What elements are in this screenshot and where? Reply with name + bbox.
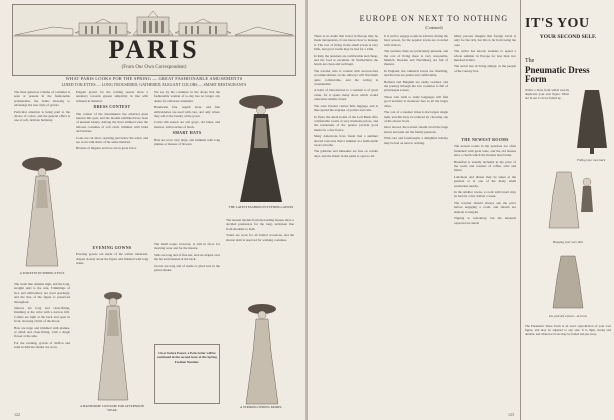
dress-form-figure-3 <box>543 252 593 312</box>
left-folio: 122 <box>14 412 20 417</box>
figure-2-caption: A HANDSOME COSTUME FOR AFTERNOON WEAR <box>80 404 144 412</box>
article-column-1-top: The most generous volume of costumes is seen at present in the fashionable promenades, the ladies showing to advantage the new style of gowns. Particular attention is being paid to the choice of colors, and the general effect is one of soft, delicate harmony. <box>14 90 70 123</box>
figure-woman-4 <box>236 300 288 406</box>
ad-the: The <box>525 58 535 64</box>
ad-subline: YOUR SECOND SELF. <box>539 34 597 40</box>
right-page <box>308 0 614 420</box>
article-byline: (Continued) <box>425 26 443 30</box>
article-column-4: The newest models from the leading houses show a decided preference for the long, unbroken line from shoulder to hem. Trains are worn for all formal occasions, and the shorter skirt is reserved for walking costumes. <box>226 218 294 242</box>
page-caption: WHAT PARIS LOOKS FOR THE SPRING — GREAT FASHIONABLE AMUSEMENTS <box>65 76 243 81</box>
article-title: EUROPE ON NEXT TO NOTHING <box>359 14 509 23</box>
right-column-1: There is no doubt that travel in Europe may be made inexpensive, if one knows how to manage it. The cost of living in the small towns is very little, and good rooms may be had for a trifle. In Italy, the pensions are comfortable and cheap, and the food is excellent. In Switzerland, the hotels are clean and well kept. The traveler who is content with second-class accommodations on the railways will find them quite comfortable, and the saving is considerable. A letter of introduction to a resident is of great value, for it opens many doors which would otherwise remain closed. The wise traveler carries little luggage, and is thus spared the expense of porters and cabs. In Paris, the small hotels of the Left Bank offer comfortable rooms at very moderate prices, and the restaurants of the quarter provide good meals for a few francs. Many Americans have found that a summer abroad costs less than a summer at a fashionable resort at home. The galleries and museums are free on certain days, and the music in the parks is open to all. <box>314 34 378 158</box>
article-column-3: We see by the costumes in the shops that the fashionable woman of to-day has no longer any desire for elaborate ornament. Handsome furs, superb laces, and fine embroideries are used with care, and only where they add to the beauty of the gown. Colors this season are soft grays, old blues, and mauves, with touches of black. SMART HATS Hats are worn very large, and trimmed with long plumes or masses of flowers. <box>154 90 220 147</box>
ad-brand: Pneumatic Dress Form <box>525 65 590 84</box>
pneumatic-dress-form-ad <box>520 0 614 420</box>
figure-3-caption: THE LATEST FASHION IN EVENING GOWNS <box>228 205 294 209</box>
figure-woman-1 <box>14 150 70 270</box>
notice-text: On or before Easter, a Paris letter will be continued in the second issue of the Spring Fashion Number. <box>157 351 217 364</box>
article-column-3-mid: The small toque, however, is still in favor for morning wear and for the theatre. Veils are long and of fine net, and are draped over the hat and fastened at the back. Gloves are long and of suède or glacé kid, in the palest shades. <box>154 242 220 273</box>
ad-caption-2: Hanging your own skirt <box>552 240 584 244</box>
figure-1-caption: A TOILETTE IN SPRING STYLE <box>19 271 65 275</box>
dress-form-figure-2 <box>531 168 601 238</box>
figure-woman-2 <box>88 286 138 406</box>
article-column-2: Elegant gowns for the coming season show a tendency towards greater simplicity in line with richness in material. DRESS CONTEST The contest of the dressmakers has attracted great interest this year, and the models exhibited have been of unusual beauty. Among the most admired were the tailored costumes of soft cloth, trimmed with braid and buttons. Coats are cut short, reaching just below the waist, and are worn with skirts of the same material. Blouses of lingerie and lace are in great favor. <box>76 90 148 151</box>
dress-form-figure-1 <box>573 86 611 156</box>
right-column-2: It is well to engage rooms in advance during the busy season, for the popular towns are crowded with visitors. The German cities are particularly pleasant, and the cost of living there is very reasonable. Munich, Dresden and Nuremberg are full of interest. In England, the cathedral towns are charming, and the inns are quaint and comfortable. Holland and Belgium are easily reached, and the journey through the low countries is full of picturesque scenes. Those who wish to study languages will find good teachers at moderate fees in all the larger cities. The cost of a steamer ticket is the largest single item, and this may be reduced by choosing one of the slower boats. Once abroad, the traveler should avoid the large hotels and seek out the family pensions. With care and forethought, a delightful holiday may be had on next to nothing. <box>384 34 448 145</box>
ad-text: Writes a dress form which exactly duplicates your own figure. When not in use it can be folded up. <box>525 88 569 100</box>
section-heading-smart-hats: SMART HATS <box>172 130 202 136</box>
banner-subtitle: (From Our Own Correspondent) <box>121 65 187 70</box>
section-heading-evening-gowns: EVENING GOWNS <box>92 245 132 250</box>
article-column-1-bottom: The waist line remains high, and the long, straight skirt is the rule. Trimmings of lace and embroidery are used sparingly, and the line of the figure is preserved throughout. Sleeves are long and close-fitting, finishing at the wrist with a narrow frill. Collars are high at the back and open in front, showing a little of the throat. Hats are large and trimmed with plumes, or small and close-fitting, with a single flower at the side. For the evening, gowns of chiffon and satin in delicate shades are worn. <box>14 282 70 350</box>
ad-caption-1: Fitting your own back <box>576 158 606 162</box>
paris-banner <box>12 4 296 76</box>
figure-woman-3 <box>226 92 296 204</box>
notice-box <box>154 344 220 404</box>
ad-caption-3: Do yourself a favor—act now <box>549 314 587 318</box>
page-subcaption: LINED TOILETTES — LONG TROUSERED, GATHERED, ELEGANT COLORS — SMART RESTAURANTS <box>61 82 247 87</box>
right-column-3-top: Many persons imagine that foreign travel is only for the rich, but this is far from being the case. The writer has known students to spend a whole summer in Europe for less than two hundred dollars. The secret lies in living simply, as the people of the country live. <box>454 34 516 73</box>
section-heading-newest-rooms: THE NEWEST ROOMS <box>461 137 509 142</box>
banner-title: PARIS <box>108 35 200 64</box>
ad-headline: IT'S YOU <box>525 16 590 31</box>
left-page <box>0 0 306 420</box>
right-folio: 123 <box>508 412 514 417</box>
section-heading-dress-contest: DRESS CONTEST <box>93 104 131 110</box>
ad-body-text: The Pneumatic Dress Form is an exact reproduction of your own figure, and may be adjusted to any size. It is light, strong and durable, and when not in use may be folded and put away. <box>525 324 611 336</box>
figure-4-caption: A STRIKING SPRING MODEL <box>239 405 283 409</box>
article-column-2-mid: EVENING GOWNS Evening gowns are made of the softest materials, draped closely about the figure and finished with long trains. <box>76 245 148 266</box>
right-column-3-bottom: THE NEWEST ROOMS The newest rooms in the pensions are often furnished with great taste, and the old houses have a charm which the modern hotel lacks. Breakfast is usually included in the price of the room, and consists of coffee, rolls and butter. Luncheon and dinner may be taken at the pension or at one of the many small restaurants nearby. In the smaller towns, a room with board may be had for a few dollars a week. The traveler should always ask the price before engaging a room, and should not hesitate to bargain. Tipping is customary, but the amounts expected are small. <box>454 137 516 225</box>
